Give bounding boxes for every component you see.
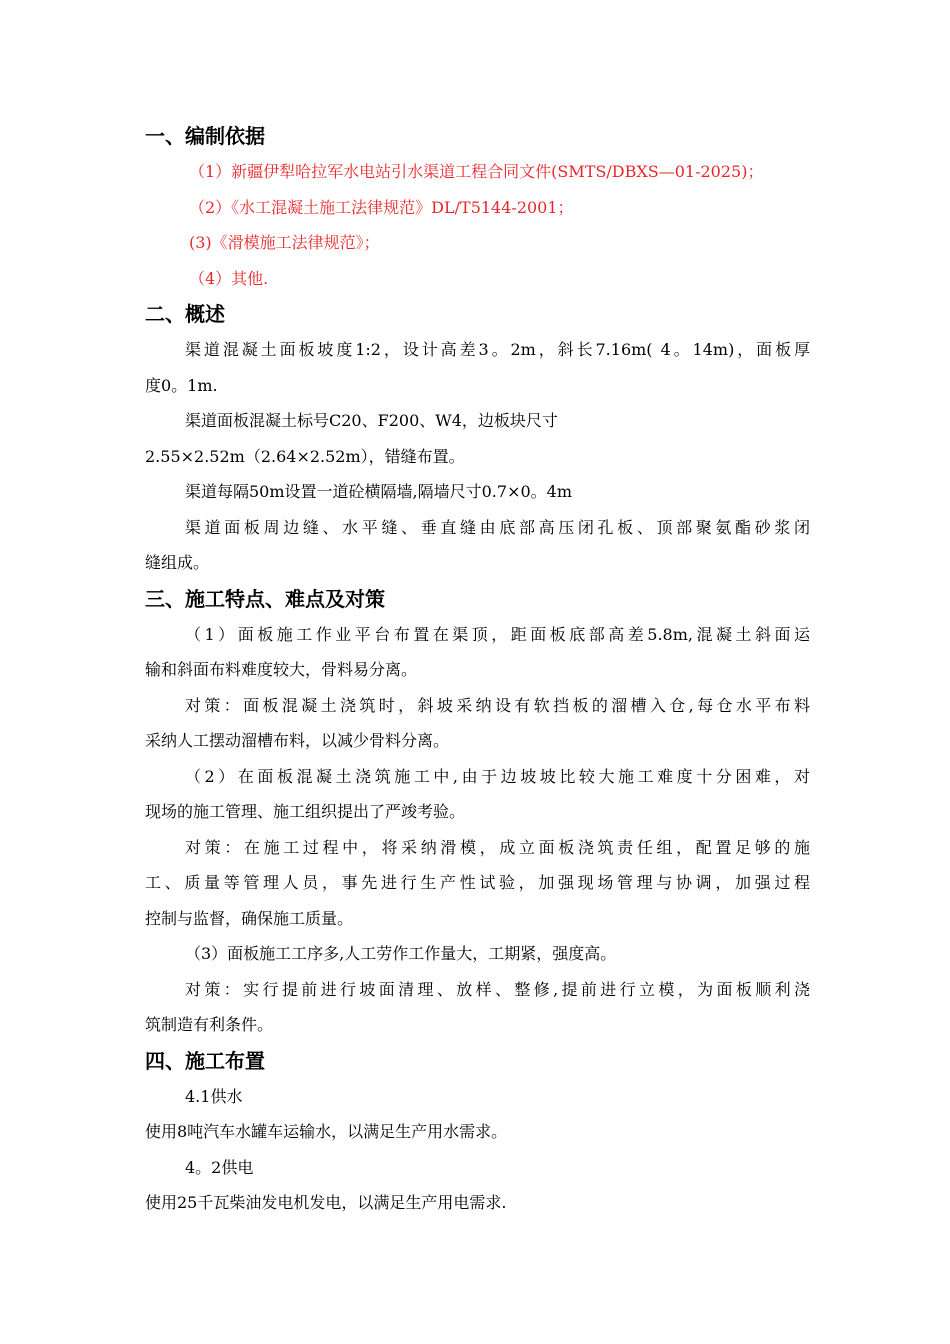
paragraph-line: 使用25千瓦柴油发电机发电，以满足生产用电需求. — [145, 1193, 507, 1212]
subsection-title: 4.1供水 — [185, 1086, 243, 1106]
paragraph-line: 渠道每隔50m设置一道砼横隔墙,隔墙尺寸0.7×0。4m — [185, 482, 573, 501]
paragraph-line: （2）在面板混凝土浇筑施工中,由于边坡坡比较大施工难度十分困难，对 — [185, 766, 810, 786]
paragraph-line: 控制与监督，确保施工质量。 — [145, 908, 354, 928]
paragraph-line: 现场的施工管理、施工组织提出了严竣考验。 — [145, 802, 466, 821]
basis-item: （2）《水工混凝土施工法律规范》DL/T5144-2001； — [189, 197, 574, 217]
paragraph-line: 对策：实行提前进行坡面清理、放样、整修,提前进行立模，为面板顺利浇 — [185, 979, 810, 999]
paragraph-line: 输和斜面布料难度较大，骨料易分离。 — [145, 660, 418, 679]
paragraph-line: 使用8吨汽车水罐车运输水，以满足生产用水需求。 — [145, 1122, 508, 1141]
paragraph-line: 渠道混凝土面板坡度1:2，设计高差3。2m，斜长7.16m( 4。14m)，面板厚 — [185, 340, 810, 359]
basis-item: （1）新疆伊犁哈拉军水电站引水渠道工程合同文件(SMTS/DBXS—01-2025)； — [189, 162, 764, 181]
paragraph-line: （3）面板施工工序多,人工劳作工作量大，工期紧，强度高。 — [185, 944, 617, 963]
basis-item: (3)《滑模施工法律规范》； — [189, 233, 380, 252]
paragraph-line: 度0。1m. — [145, 375, 218, 395]
section-heading-layout: 四、施工布置 — [145, 1048, 265, 1073]
paragraph-line: 采纳人工摆动溜槽布料，以减少骨料分离。 — [145, 731, 450, 750]
document-page — [145, 118, 810, 1221]
paragraph-line: 渠道面板混凝土标号C20、F200、W4，边板块尺寸 — [185, 411, 558, 430]
section-heading-overview: 二、概述 — [145, 302, 225, 326]
paragraph-line: 2.55×2.52m（2.64×2.52m），错缝布置。 — [145, 446, 465, 466]
section-heading-basis: 一、编制依据 — [145, 124, 265, 148]
paragraph-line: （1）面板施工作业平台布置在渠顶，距面板底部高差5.8m,混凝土斜面运 — [185, 624, 810, 644]
paragraph-line: 渠道面板周边缝、水平缝、垂直缝由底部高压闭孔板、顶部聚氨酯砂浆闭 — [185, 517, 810, 537]
paragraph-line: 对策：面板混凝土浇筑时，斜坡采纳设有软挡板的溜槽入仓,每仓水平布料 — [185, 695, 810, 715]
paragraph-line: 缝组成。 — [145, 553, 210, 572]
paragraph-line: 工、质量等管理人员，事先进行生产性试验，加强现场管理与协调，加强过程 — [145, 873, 810, 892]
paragraph-line: 对策：在施工过程中，将采纳滑模，成立面板浇筑责任组，配置足够的施 — [185, 837, 810, 857]
paragraph-line: 筑制造有利条件。 — [145, 1015, 274, 1034]
basis-item: （4）其他. — [189, 268, 269, 288]
section-heading-features: 三、施工特点、难点及对策 — [145, 586, 385, 611]
subsection-title: 4。2供电 — [185, 1157, 254, 1177]
